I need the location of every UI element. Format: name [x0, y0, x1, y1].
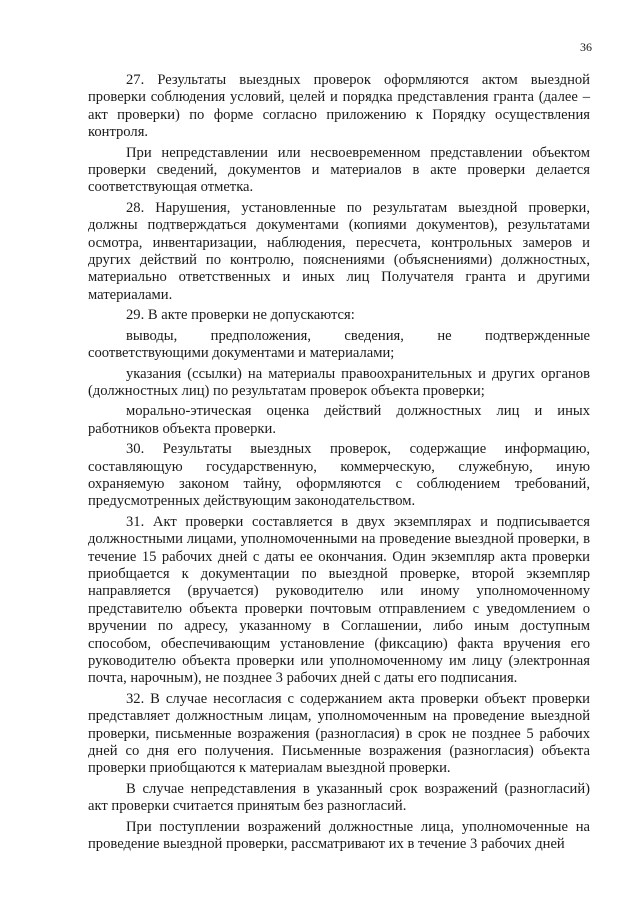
paragraph-no-objections: В случае непредставления в указанный срок возражений (разногласий) акт проверки считается принятым без разногласий. — [88, 780, 590, 815]
paragraph-29: 29. В акте проверки не допускаются: — [126, 307, 355, 324]
paragraph-non-submission-mark: При непредставлении или несвоевременном представлении объектом проверки сведений, документов и материалов в акте проверки делается соответствующая отметка. — [88, 144, 590, 196]
document-body — [88, 72, 590, 856]
paragraph-30: 30. Результаты выездных проверок, содержащие информацию, составляющую государственную, коммерческую, служебную, иную охраняемую законом тайну, оформляются с соблюдением требований, предусмотренных действующим законодательством. — [88, 441, 590, 510]
paragraph-29-item-ethical-assessment: морально-этическая оценка действий должностных лиц и иных работников объекта проверки. — [88, 403, 590, 437]
paragraph-objections-review: При поступлении возражений должностные лица, уполномоченные на проведение выездной проверки, рассматривают их в течение 3 рабочих дней — [88, 818, 590, 853]
paragraph-32: 32. В случае несогласия с содержанием акта проверки объект проверки представляет должностным лицам, уполномоченным на проведение выездной проверки, письменные возражения (разногласия) в срок не позднее 5 рабочих дней со дня его получения. Письменные возражения (разногласия) объекта проверки приобщаются к материалам выездной проверки. — [88, 690, 590, 777]
paragraph-28: 28. Нарушения, установленные по результатам выездной проверки, должны подтверждаться документами (копиями документов), результатами осмотра, инвентаризации, наблюдения, пересчета, контрольных замеров и других действий по контролю, пояснениями (объяснениями) должностных, материально ответственных и иных лиц Получателя гранта и другими материалами. — [88, 199, 590, 303]
page-number: 36 — [580, 40, 592, 54]
paragraph-29-item-conclusions: выводы, предположения, сведения, не подтвержденные соответствующими документами и материалами; — [88, 327, 590, 362]
paragraph-31: 31. Акт проверки составляется в двух экземплярах и подписывается должностными лицами, уполномоченными на проведение выездной проверки, в течение 15 рабочих дней с даты ее окончания. Один экземпляр акта проверки приобщается к документации по выездной проверке, второй экземпляр направляется (вручается) руководителю или иному уполномоченному представителю объекта проверки почтовым отправлением с уведомлением о вручении по адресу, указанному в Соглашении, либо иным доступным способом, обеспечивающим установление (фиксацию) факта вручения его руководителю объекта проверки или уполномоченному им лицу (электронная почта, нарочным), не позднее 3 рабочих дней с даты его подписания. — [88, 513, 590, 687]
paragraph-29-item-references: указания (ссылки) на материалы правоохранительных и других органов (должностных лиц) по результатам проверок объекта проверки; — [88, 365, 590, 399]
paragraph-27: 27. Результаты выездных проверок оформляются актом выездной проверки соблюдения условий, целей и порядка представления гранта (далее – акт проверки) по форме согласно приложению к Порядку осуществления контроля. — [88, 72, 590, 141]
